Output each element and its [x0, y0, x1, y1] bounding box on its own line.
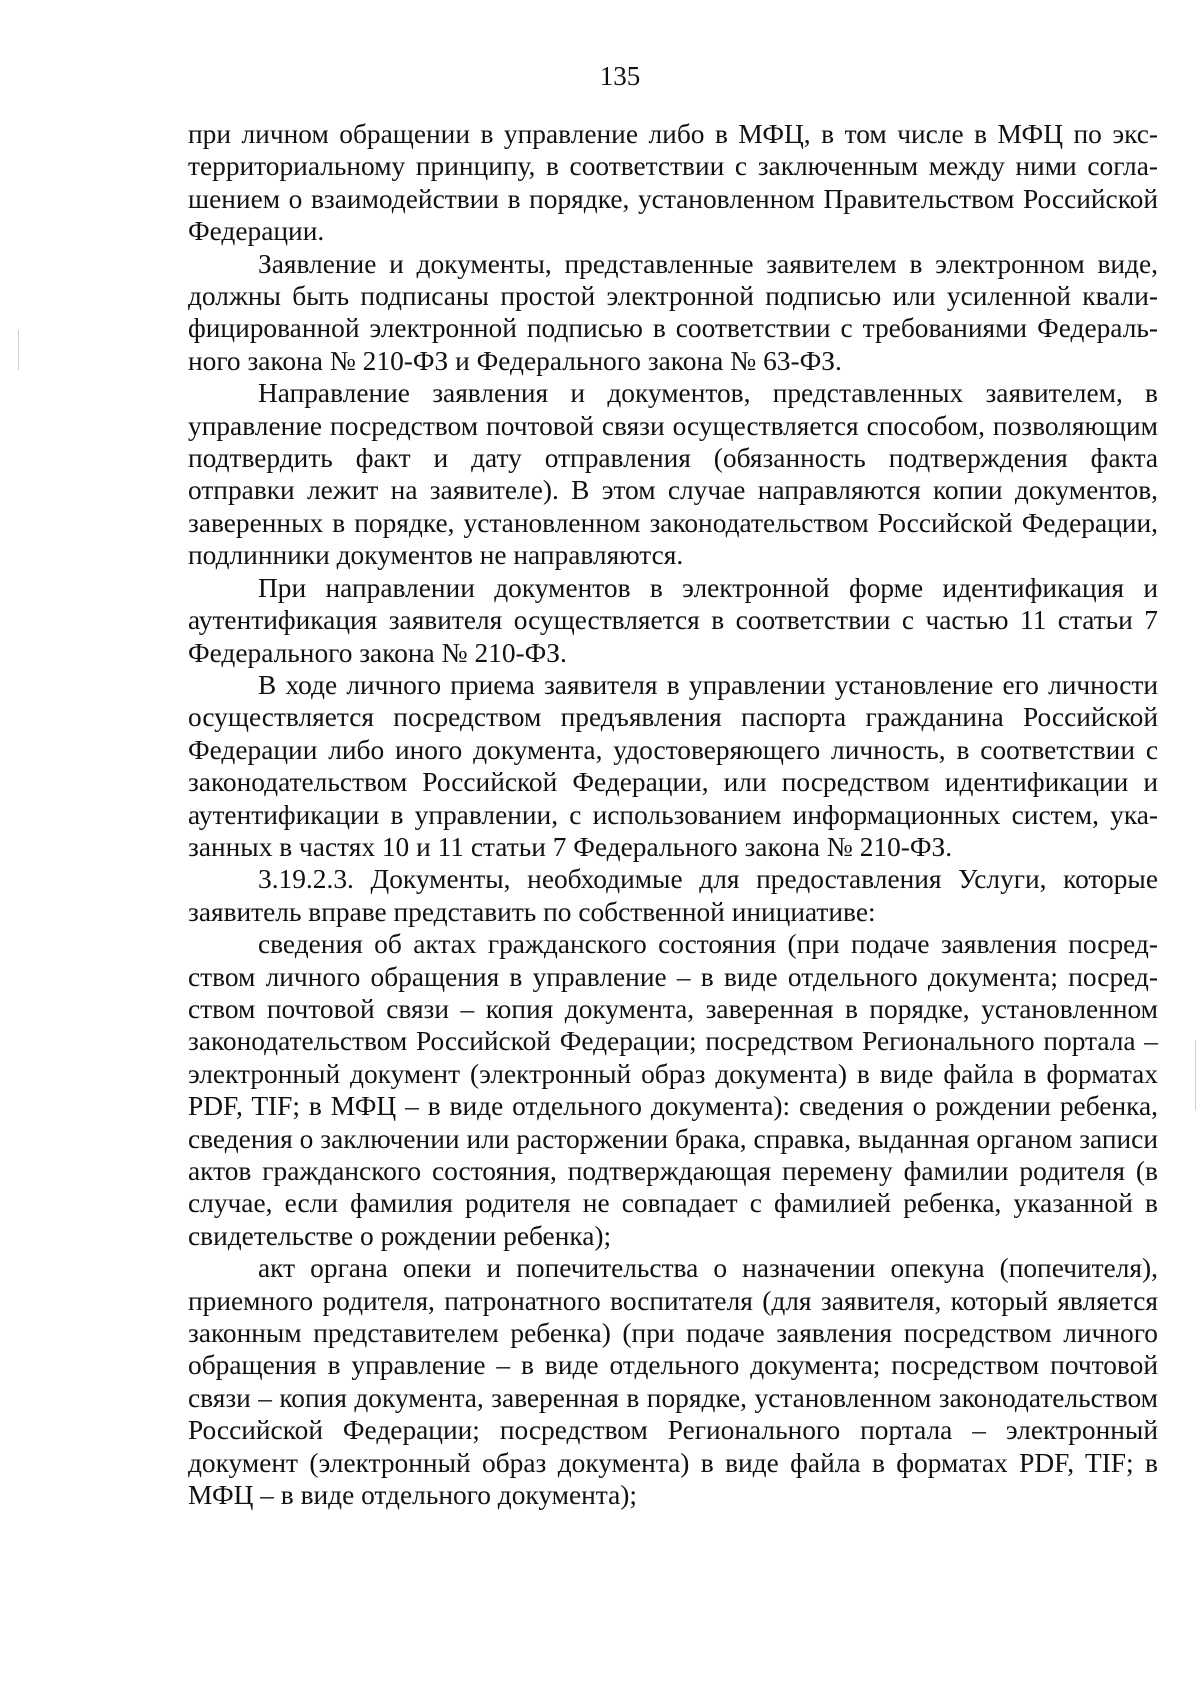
- paragraph-4: При направлении документов в электронной форме идентификация и аутентификация заявителя осуществляется в соответствии с частью 11 статьи 7 Федерального закона № 210-ФЗ.: [188, 572, 1158, 668]
- paragraph-7: сведения об актах гражданского состояния (при подаче заявления посредством личного обращения в управление – в виде отдельного документа; посредством почтовой связи – копия документа, заверенная в порядке, установленном законодательством Российской Федерации; посредством Регионального портала – электронный документ (электронный образ документа) в виде файла в форматах PDF, TIF; в МФЦ – в виде отдельного документа): сведения о рождении ребенка, сведения о заключении или расторжении брака, справка, выданная органом записи актов гражданского состояния, подтверждающая перемену фамилии родителя (в случае, если фамилия родителя не совпадает с фамилией ребенка, указанной в свидетельстве о рождении ребенка);: [188, 929, 1158, 1251]
- paragraph-3: Направление заявления и документов, представленных заявителем, в управление посредством почтовой связи осуществляется способом, позволяющим подтвердить факт и дату отправления (обязанность подтверждения факта отправки лежит на заявителе). В этом случае направляются копии документов, заверенных в порядке, установленном законодательством Российской Федерации, подлинники документов не направляются.: [188, 378, 1158, 571]
- scan-edge-mark: [18, 330, 19, 370]
- page-number: 135: [599, 61, 641, 91]
- paragraph-6: 3.19.2.3. Документы, необходимые для предоставления Услуги, которые заявитель вправе представить по собственной инициативе:: [188, 864, 1158, 927]
- document-body: [188, 118, 1158, 1511]
- paragraph-1: при личном обращении в управление либо в МФЦ, в том числе в МФЦ по экстерриториальному принципу, в соответствии с заключенным между ними соглашением о взаимодействии в порядке, установленном Правительством Российской Федерации.: [188, 119, 1158, 247]
- paragraph-2: Заявление и документы, представленные заявителем в электронном виде, должны быть подписаны простой электронной подписью или усиленной квалифицированной электронной подписью в соответствии с требованиями Федерального закона № 210-ФЗ и Федерального закона № 63-ФЗ.: [188, 248, 1158, 376]
- paragraph-8: акт органа опеки и попечительства о назначении опекуна (попечителя), приемного родителя, патронатного воспитателя (для заявителя, который является законным представителем ребенка) (при подаче заявления посредством личного обращения в управление – в виде отдельного документа; посредством почтовой связи – копия документа, заверенная в порядке, установленном законодательством Российской Федерации; посредством Регионального портала – электронный документ (электронный образ документа) в виде файла в форматах PDF, TIF; в МФЦ – в виде отдельного документа);: [188, 1253, 1158, 1511]
- paragraph-5: В ходе личного приема заявителя в управлении установление его личности осуществляется посредством предъявления паспорта гражданина Российской Федерации либо иного документа, удостоверяющего личность, в соответствии с законодательством Российской Федерации, или посредством идентификации и аутентификации в управлении, с использованием информационных систем, указанных в частях 10 и 11 статьи 7 Федерального закона № 210-ФЗ.: [188, 669, 1158, 862]
- scan-edge-mark: [1195, 1040, 1196, 1110]
